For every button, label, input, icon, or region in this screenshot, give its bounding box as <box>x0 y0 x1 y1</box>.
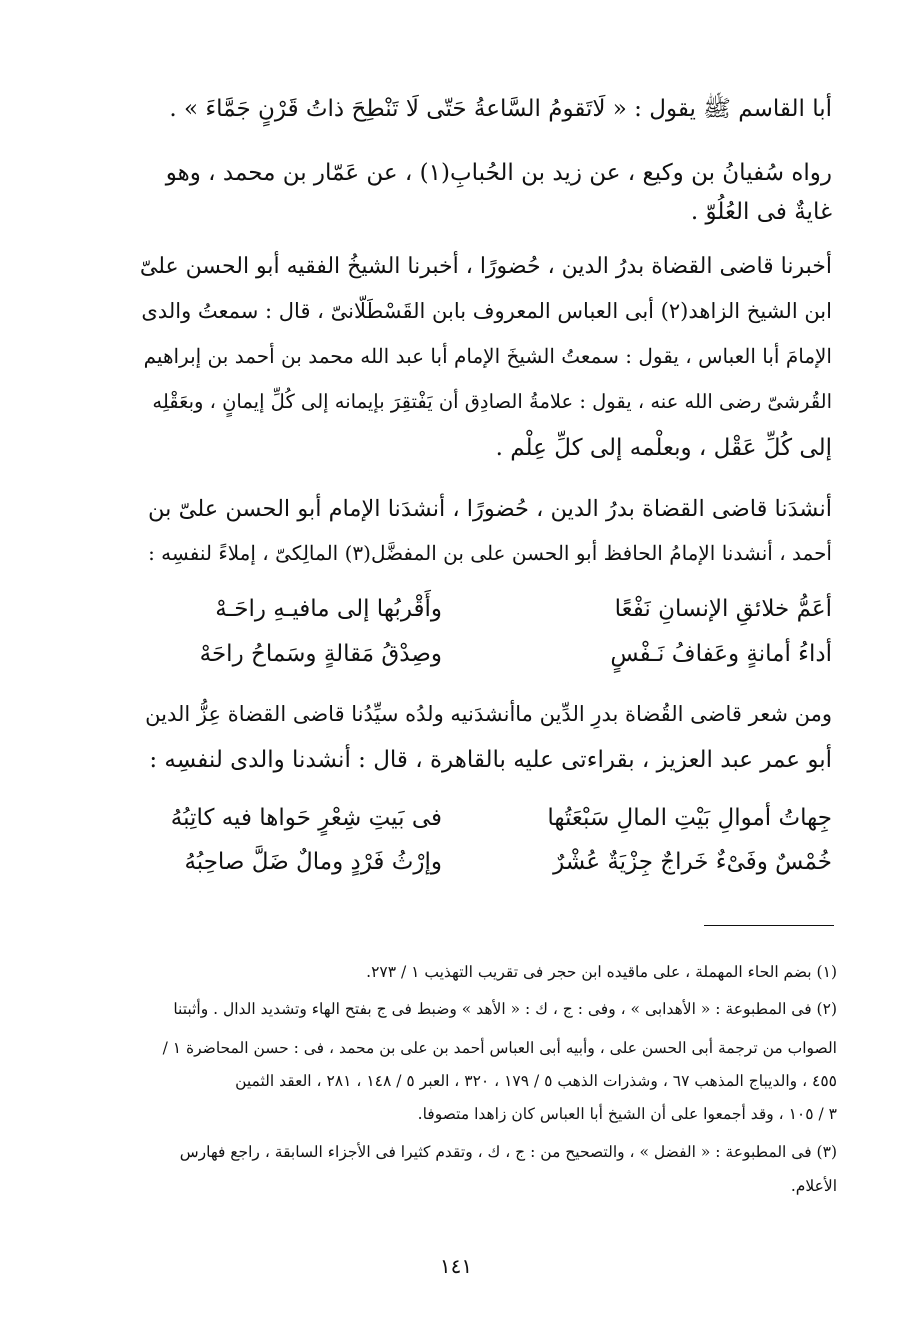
text-line: رواه سُفيانُ بن وكيع ، عن زيد بن الحُبابِ(١) ، عن عَمّار بن محمد ، وهو <box>165 160 832 186</box>
text-line: إلى كُلِّ عَقْل ، وبعلْمه إلى كلِّ عِلْم . <box>495 435 832 461</box>
text-line: الإمامَ أبا العباس ، يقول : سمعتُ الشيخَ الإمام أبا عبد الله محمد بن أحمد بن إبراهيم <box>143 344 832 368</box>
verse-hemistich: جِهاتُ أموالِ بَيْتِ المالِ سَبْعَتُها <box>547 805 832 831</box>
footnote-line: (١) بضم الحاء المهملة ، على ماقيده ابن حجر فى تقريب التهذيب ١ / ٢٧٣. <box>366 963 837 981</box>
footnote-line: ٤٥٥ ، والديباج المذهب ٦٧ ، وشذرات الذهب ٥ / ١٧٩ ، ٣٢٠ ، العبر ٥ / ١٤٨ ، ٢٨١ ، العقد الثمين <box>235 1072 837 1090</box>
page-number: ١٤١ <box>439 1254 473 1278</box>
footnote-line: الأعلام. <box>790 1177 837 1195</box>
footnote-line: (٣) فى المطبوعة : « الفضل » ، والتصحيح من : ج ، ك ، وتقدم كثيرا فى الأجزاء السابقة ، راجع فهارس <box>179 1143 837 1161</box>
text-line: أبو عمر عبد العزيز ، بقراءتى عليه بالقاهرة ، قال : أنشدنا والدى لنفسِه : <box>149 747 832 773</box>
text-line: ومن شعر قاضى القُضاة بدرِ الدِّين ماأنشدَنيه ولدُه سيِّدُنا قاضى القضاة عِزُّ الدين <box>145 702 832 726</box>
text-line: أحمد ، أنشدنا الإمامُ الحافظ أبو الحسن على بن المفضَّل(٣) المالِكىّ ، إملاءً لنفسِه : <box>148 541 832 565</box>
verse-hemistich: وصِدْقُ مَقالةٍ وسَماحُ راحَهْ <box>199 641 442 667</box>
footnote-line: ٣ / ١٠٥ ، وقد أجمعوا على أن الشيخ أبا العباس كان زاهدا متصوفا. <box>417 1105 837 1123</box>
text-line: ابن الشيخ الزاهد(٢) أبى العباس المعروف بابن القَسْطَلّانىّ ، قال : سمعتُ والدى <box>141 299 832 323</box>
verse-hemistich: أداءُ أمانةٍ وعَفافُ نَـفْسٍ <box>610 641 832 667</box>
text-line: أبا القاسم ﷺ يقول : « لَاتَقومُ السَّاعةُ حَتّى لَا تَنْطِحَ ذاتُ قَرْنٍ جَمَّاءَ » . <box>169 96 832 122</box>
verse-hemistich: أعَمُّ خلائقِ الإنسانِ نَفْعًا <box>614 596 832 622</box>
text-line: أخبرنا قاضى القضاة بدرُ الدين ، حُضورًا ، أخبرنا الشيخُ الفقيه أبو الحسن علىّ <box>139 254 832 279</box>
verse-hemistich: خُمْسٌ وفَىْءٌ خَراجٌ جِزْيَةٌ عُشْرٌ <box>553 849 832 875</box>
text-line: القُرشىّ رضى الله عنه ، يقول : علامةُ الصادِق أن يَفْتقِرَ بإيمانه إلى كُلِّ إيمانٍ ، وبعَقْلِه <box>152 390 832 413</box>
footnote-line: الصواب من ترجمة أبى الحسن على ، وأبيه أبى العباس أحمد بن على بن محمد ، فى : حسن المحاضرة ١ / <box>162 1039 837 1057</box>
text-line: أنشدَنا قاضى القضاة بدرُ الدين ، حُضورًا ، أنشدَنا الإمام أبو الحسن علىّ بن <box>148 496 832 522</box>
verse-hemistich: فى بَيتِ شِعْرٍ حَواها فيه كاتِبُهُ <box>170 805 442 831</box>
footnote-line: (٢) فى المطبوعة : « الأهدابى » ، وفى : ج ، ك : « الأهد » وضبط فى ج بفتح الهاء وتشديد الدال . وأثبتنا <box>173 1000 837 1018</box>
verse-hemistich: وأَقْربُها إلى مافيـهِ راحَـهْ <box>215 596 442 622</box>
verse-hemistich: وإرْثُ فَرْدٍ ومالٌ ضَلَّ صاحِبُهُ <box>184 849 442 875</box>
text-line: غايةٌ فى العُلُوّ . <box>690 199 832 225</box>
footnote-separator <box>704 925 834 926</box>
